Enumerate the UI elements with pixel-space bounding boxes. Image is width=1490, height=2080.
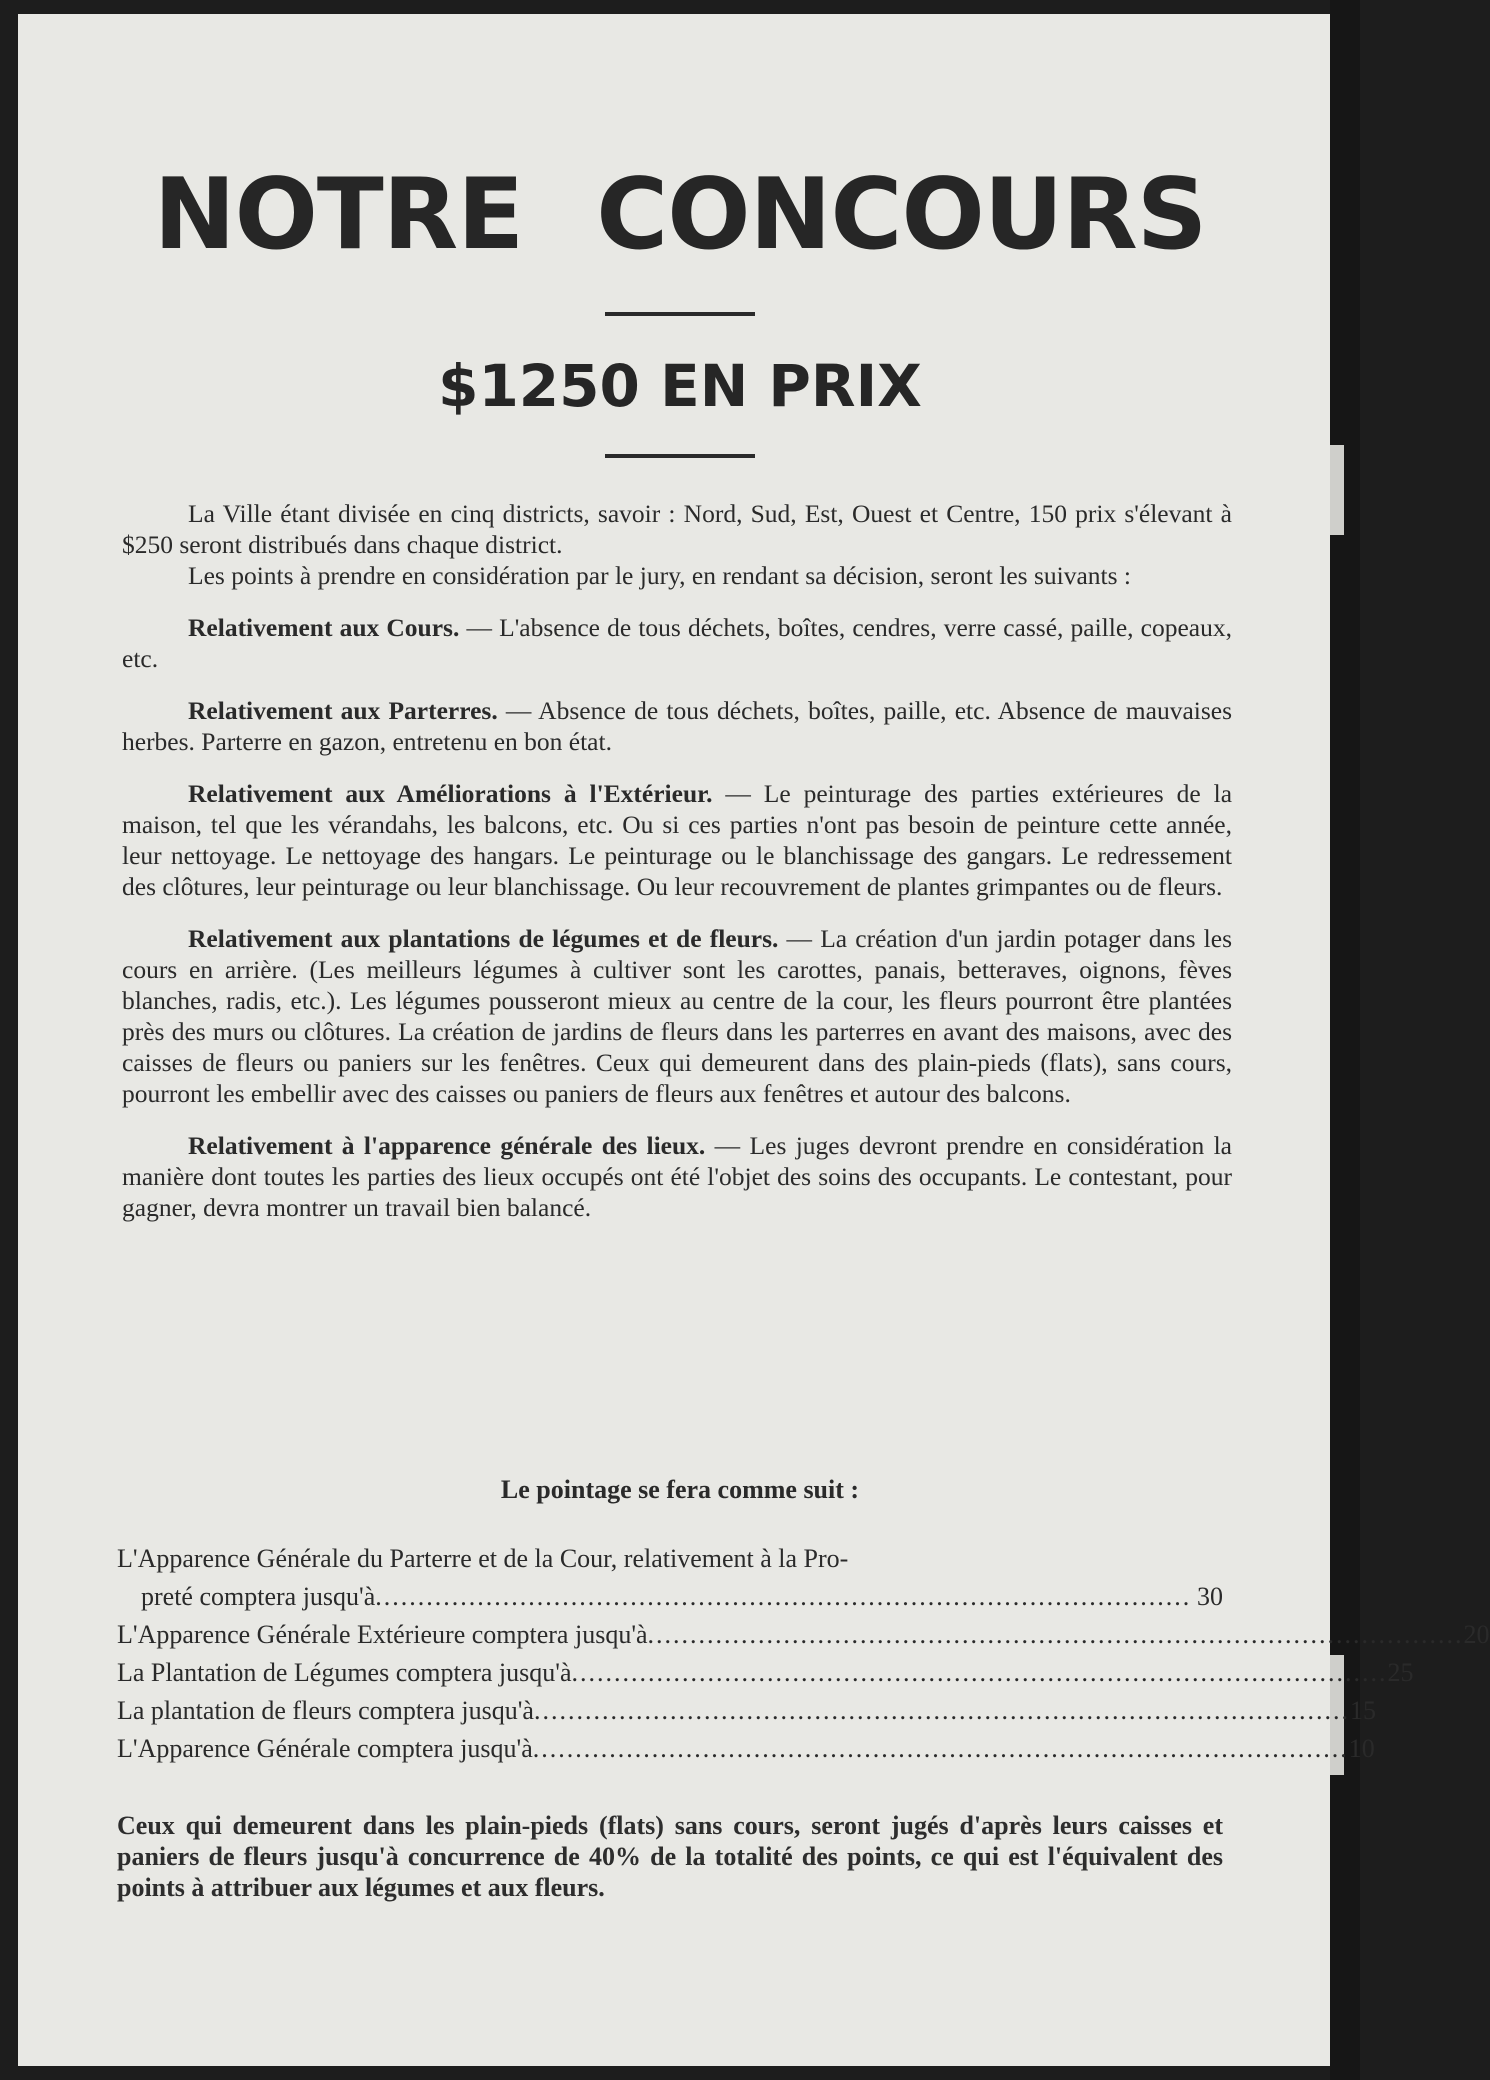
page-title: NOTRE CONCOURS xyxy=(153,158,1207,272)
section-text: — L'absence de tous déchets, boîtes, cendres, verre cassé, paille, copeaux, etc. xyxy=(122,613,1233,673)
pointage-heading: Le pointage se fera comme suit : xyxy=(500,1475,860,1504)
score-label: preté comptera jusqu'à xyxy=(141,1582,376,1611)
score-label: La Plantation de Légumes comptera jusqu'à xyxy=(117,1658,572,1687)
score-value: 15 xyxy=(1349,1696,1376,1725)
section-parterres xyxy=(122,695,1232,757)
section-cours xyxy=(122,612,1232,674)
section-heading: Relativement aux Parterres. xyxy=(188,696,498,725)
leader-dots: ................................................................................................ xyxy=(571,1658,1388,1687)
score-table xyxy=(117,1540,1490,1768)
section-text: — Le peinturage des parties extérieures de la maison, tel que les vérandahs, les balcons, etc. Ou si ces parties n'ont pas besoin de peinture cette année, leur nettoyage. Le nettoyage des hangars. Le peinturage ou le blanchissage des gangars. Le redressement des clôtures, leur peinturage ou leur blanchissage. Ou leur recouvrement de plantes grimpantes ou de fleurs. xyxy=(122,779,1233,901)
body-text xyxy=(122,498,1232,1223)
title-rule-bottom xyxy=(605,454,755,458)
leader-dots: ................................................................................................ xyxy=(375,1582,1192,1611)
leader-dots: ................................................................................................ xyxy=(532,1734,1349,1763)
section-ameliorations xyxy=(122,778,1232,902)
score-value: 10 xyxy=(1348,1734,1375,1763)
section-heading: Relativement aux Cours. xyxy=(188,613,460,642)
leader-dots: ................................................................................................ xyxy=(533,1696,1350,1725)
page-subtitle: $1250 EN PRIX xyxy=(438,352,922,420)
section-text: — Les juges devront prendre en considération la manière dont toutes les parties des lieux occupés ont été l'objet des soins des occupants. Le contestant, pour gagner, devra montrer un travail bien balancé. xyxy=(122,1131,1232,1222)
title-rule-top xyxy=(605,312,755,316)
intro-paragraph: La Ville étant divisée en cinq districts, savoir : Nord, Sud, Est, Ouest et Centre, 150 prix s'élevant à $250 seront distribués dans chaque district. xyxy=(122,499,1232,559)
leader-dots: ................................................................................................ xyxy=(647,1620,1464,1649)
section-text: — La création d'un jardin potager dans les cours en arrière. (Les meilleurs légumes à cultiver sont les carottes, panais, betteraves, oignons, fèves blanches, radis, etc.). Les légumes pousseront mieux au centre de la cour, les fleurs pourront être plantées près des murs ou clôtures. La création de jardins de fleurs dans les parterres en avant des maisons, avec des caisses de fleurs ou paniers sur les fenêtres. Ceux qui demeurent dans des plain-pieds (flats), sans cours, pourront les embellir avec des caisses ou paniers de fleurs aux fenêtres et autour des balcons. xyxy=(122,924,1232,1108)
score-row xyxy=(117,1692,1376,1730)
score-row xyxy=(117,1616,1490,1654)
score-label: L'Apparence Générale Extérieure comptera jusqu'à xyxy=(117,1620,648,1649)
score-value: 30 xyxy=(1197,1582,1223,1611)
score-row xyxy=(117,1654,1414,1692)
intro-paragraph: Les points à prendre en considération par le jury, en rendant sa décision, seront les suivants : xyxy=(188,561,1131,590)
score-label: L'Apparence Générale comptera jusqu'à xyxy=(117,1734,533,1763)
section-text: — Absence de tous déchets, boîtes, paille, etc. Absence de mauvaises herbes. Parterre en gazon, entretenu en bon état. xyxy=(122,696,1233,756)
section-heading: Relativement à l'apparence générale des lieux. xyxy=(188,1131,706,1160)
score-value: 25 xyxy=(1387,1658,1414,1687)
section-plantations xyxy=(122,923,1232,1109)
section-heading: Relativement aux Améliorations à l'Extérieur. xyxy=(188,779,713,808)
section-apparence xyxy=(122,1130,1232,1223)
page-tab xyxy=(1330,445,1344,535)
score-row xyxy=(117,1730,1375,1768)
score-value: 20 xyxy=(1463,1620,1490,1649)
section-heading: Relativement aux plantations de légumes et de fleurs. xyxy=(188,924,779,953)
score-row xyxy=(117,1578,1223,1616)
closing-paragraph: Ceux qui demeurent dans les plain-pieds (flats) sans cours, seront jugés d'après leurs caisses et paniers de fleurs jusqu'à concurrence de 40% de la totalité des points, ce qui est l'équivalent des points à attribuer aux légumes et aux fleurs. xyxy=(117,1811,1223,1902)
score-label: La plantation de fleurs comptera jusqu'à xyxy=(117,1696,534,1725)
score-line: L'Apparence Générale du Parterre et de la Cour, relativement à la Pro- xyxy=(117,1544,849,1573)
